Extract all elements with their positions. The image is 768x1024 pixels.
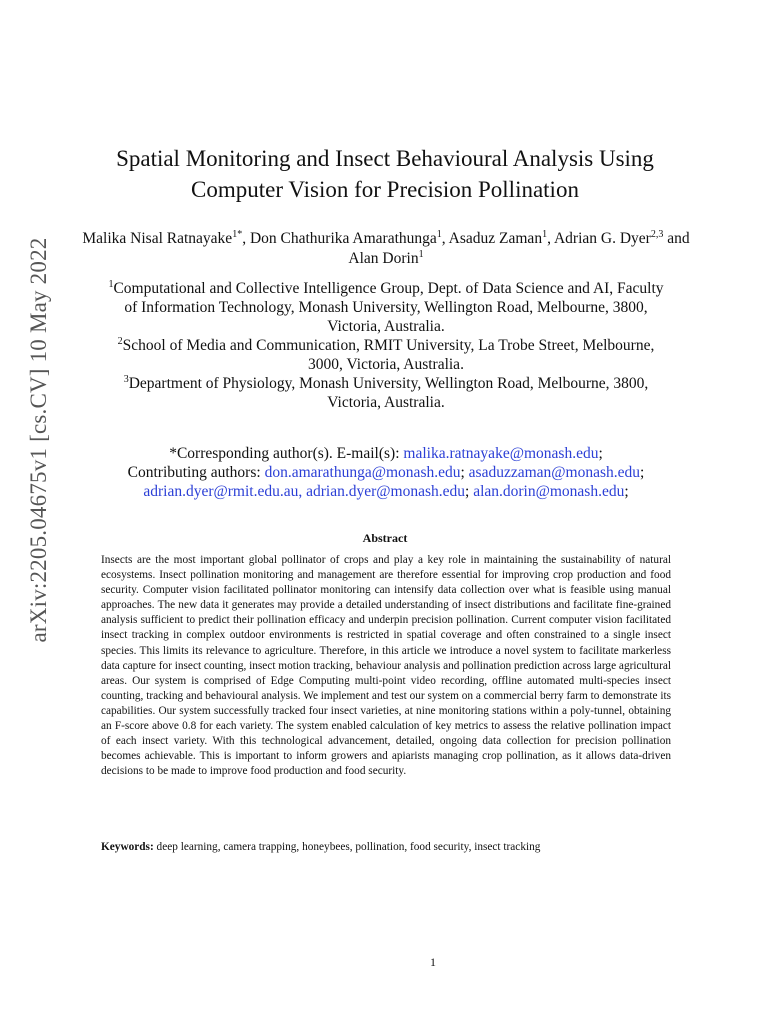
author-list: Malika Nisal Ratnayake$^{1*}$, Don Chathurika Amarathunga$^1$, Asaduz Zaman$^1$, Adrian G. Dyer$^{2,3}$ and Alan Dorin$^1$ bbox=[82, 228, 690, 267]
corresponding-line: *Corresponding author(s). E-mail(s): malika.ratnayake@monash.edu; bbox=[169, 445, 603, 462]
affiliation-mark: 3 bbox=[123, 373, 129, 385]
affiliation-line: Victoria, Australia. bbox=[327, 394, 445, 411]
paper-title bbox=[80, 143, 690, 205]
contact-block bbox=[76, 444, 696, 501]
corresponding-label: *Corresponding author(s). E-mail(s): bbox=[169, 445, 400, 462]
author-affiliation-mark: 2,3 bbox=[650, 228, 664, 240]
author-affiliation-mark: 1 bbox=[436, 228, 442, 240]
email-link[interactable]: adrian.dyer@rmit.edu.au, adrian.dyer@monash.edu bbox=[143, 483, 465, 500]
affiliation-mark: 2 bbox=[117, 335, 123, 347]
contributing-label: Contributing authors: bbox=[127, 464, 261, 481]
email-link[interactable]: alan.dorin@monash.edu bbox=[473, 483, 625, 500]
author-affiliation-mark: 1* bbox=[232, 228, 243, 240]
affiliation-2 bbox=[76, 336, 696, 374]
keywords-label: Keywords: bbox=[101, 841, 154, 853]
author-name: Adrian G. Dyer bbox=[553, 230, 651, 247]
affiliation-line: Department of Physiology, Monash University, Wellington Road, Melbourne, 3800, bbox=[128, 375, 649, 392]
affiliation-line: Computational and Collective Intelligence Group, Dept. of Data Science and AI, Faculty bbox=[113, 280, 664, 297]
abstract-text: Insects are the most important global pollinator of crops and play a key role in maintaining the sustainability of natural ecosystems. Insect pollination monitoring and management are therefore essential for improving crop production and food security. Computer vision facilitated pollinator monitoring can intensify data collection over what is feasible using manual approaches. The new data it generates may provide a detailed understanding of insect distributions and facilitate fine-grained analysis sufficient to predict their pollination efficacy and underpin precision pollination. Current computer vision facilitated insect tracking in complex outdoor environments is restricted in spatial coverage and often constrained to a single insect species. This limits its relevance to agriculture. Therefore, in this article we introduce a novel system to facilitate markerless data capture for insect counting, insect motion tracking, behaviour analysis and pollination prediction across large agricultural areas. Our system is comprised of Edge Computing multi-point video recording, offline automated multi-species insect counting, tracking and behavioural analysis. We implement and test our system on a commercial berry farm to demonstrate its capabilities. Our system successfully tracked four insect varieties, at nine monitoring stations within a poly-tunnel, obtaining an F-score above 0.8 for each variety. The system enabled calculation of key metrics to assess the relative pollination impact of each insect variety. With this technological advancement, detailed, ongoing data collection for precision pollination becomes achievable. This is important to inform growers and apiarists managing crop pollination, as it allows data-driven decisions to be made to improve food production and food security. bbox=[101, 554, 671, 778]
affiliation-line: 3000, Victoria, Australia. bbox=[308, 356, 464, 373]
author-name: Malika Nisal Ratnayake bbox=[82, 230, 233, 247]
title-line-2: Computer Vision for Precision Pollination bbox=[191, 177, 579, 202]
arxiv-id: arXiv:2205.04675v1 [cs.CV] 10 May 2022 bbox=[26, 237, 51, 643]
affiliation-3 bbox=[76, 374, 696, 412]
affiliation-1 bbox=[76, 279, 696, 336]
contributing-line-2: adrian.dyer@rmit.edu.au, adrian.dyer@monash.edu; alan.dorin@monash.edu; bbox=[143, 483, 629, 500]
arxiv-sidebar-stamp bbox=[17, 205, 61, 675]
keywords-text: deep learning, camera trapping, honeybees, pollination, food security, insect tracking bbox=[156, 841, 541, 853]
title-line-1: Spatial Monitoring and Insect Behavioural Analysis Using bbox=[116, 146, 654, 171]
affiliations bbox=[76, 279, 696, 412]
email-link[interactable]: asaduzzaman@monash.edu bbox=[468, 464, 641, 481]
author-affiliation-mark: 1 bbox=[418, 248, 424, 260]
author-name: Don Chathurika Amarathunga bbox=[249, 230, 437, 247]
author-name: Asaduz Zaman bbox=[448, 230, 543, 247]
author-name: Alan Dorin bbox=[348, 250, 419, 267]
keywords-line bbox=[101, 840, 671, 855]
email-link[interactable]: malika.ratnayake@monash.edu bbox=[403, 445, 599, 462]
page-number: 1 bbox=[430, 955, 436, 969]
author-affiliation-mark: 1 bbox=[542, 228, 548, 240]
affiliation-line: of Information Technology, Monash University, Wellington Road, Melbourne, 3800, bbox=[124, 299, 648, 316]
affiliation-line: School of Media and Communication, RMIT University, La Trobe Street, Melbourne, bbox=[122, 337, 655, 354]
affiliation-mark: 1 bbox=[108, 278, 114, 290]
affiliation-line: Victoria, Australia. bbox=[327, 318, 445, 335]
contributing-line: Contributing authors: don.amarathunga@monash.edu; asaduzzaman@monash.edu; bbox=[127, 464, 645, 481]
abstract-heading: Abstract bbox=[362, 531, 408, 545]
email-link[interactable]: don.amarathunga@monash.edu bbox=[264, 464, 461, 481]
